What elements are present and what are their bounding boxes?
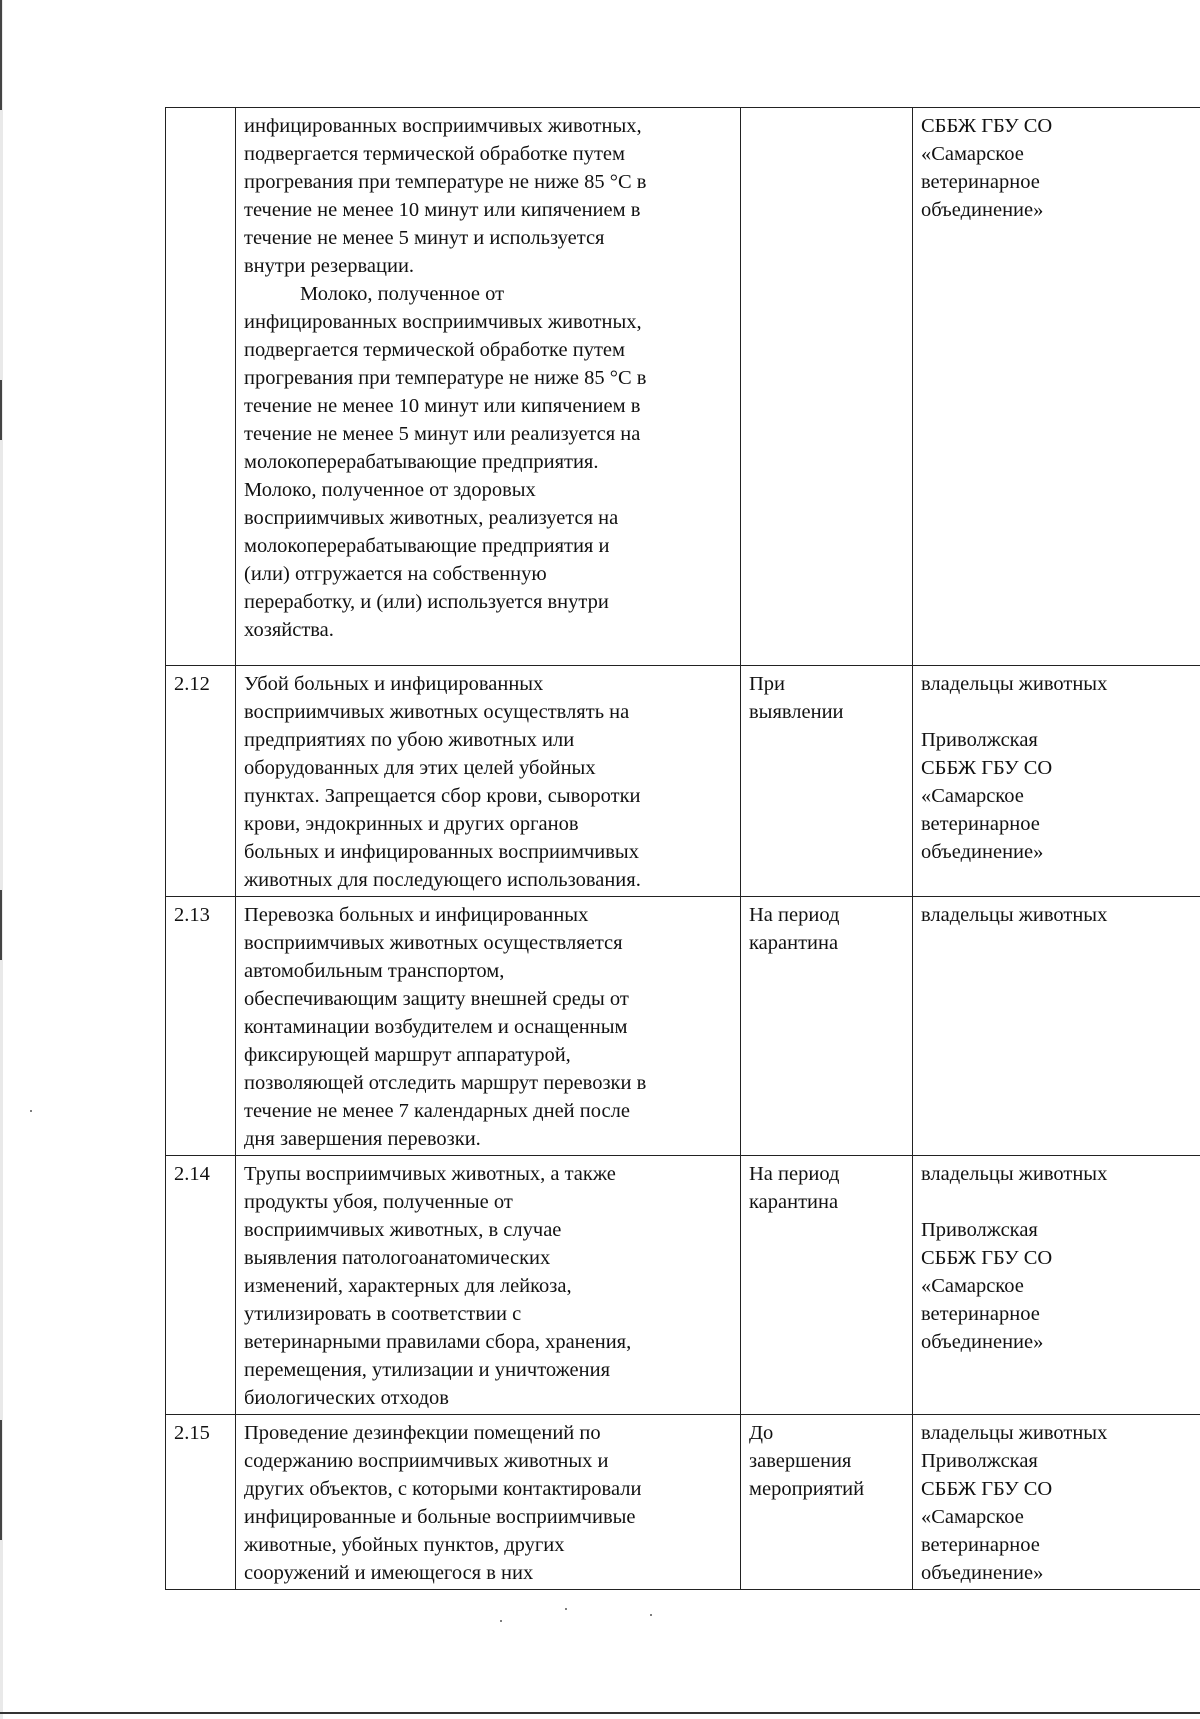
measure-line: больных и инфицированных восприимчивых xyxy=(244,841,639,863)
term-cell xyxy=(741,666,913,897)
measure-cell xyxy=(236,1415,741,1590)
responsible-line: ветеринарное xyxy=(921,813,1040,835)
row-number-cell xyxy=(166,108,236,666)
measure-line: предприятиях по убою животных или xyxy=(244,729,575,751)
measure-line: автомобильным транспортом, xyxy=(244,960,505,982)
measure-cell xyxy=(236,897,741,1156)
table-row xyxy=(166,1415,1200,1590)
responsible-line: Приволжская xyxy=(921,1219,1038,1241)
responsible-line: «Самарское xyxy=(921,1506,1024,1528)
row-number-cell: 2.14 xyxy=(166,1156,236,1415)
measure-line: животных для последующего использования. xyxy=(244,869,641,891)
responsible-cell xyxy=(913,897,1200,1156)
measure-line: сооружений и имеющегося в них xyxy=(244,1562,534,1584)
page-bottom-rule xyxy=(0,1712,1200,1714)
measure-line: хозяйства. xyxy=(244,619,334,641)
scan-speck xyxy=(30,1110,32,1112)
measure-line: подвергается термической обработке путем xyxy=(244,143,625,165)
responsible-line: Приволжская xyxy=(921,1450,1038,1472)
measure-line: контаминации возбудителем и оснащенным xyxy=(244,1016,628,1038)
responsible-line: владельцы животных xyxy=(921,904,1108,926)
measure-line: прогревания при температуре не ниже 85 °С в xyxy=(244,171,647,193)
scan-artifact xyxy=(0,890,2,960)
scan-artifact xyxy=(0,1420,2,1540)
measure-line: биологических отходов xyxy=(244,1387,449,1409)
term-line: карантина xyxy=(749,1191,839,1213)
measure-line: изменений, характерных для лейкоза, xyxy=(244,1275,572,1297)
responsible-line xyxy=(921,698,1193,726)
responsible-cell xyxy=(913,108,1200,666)
scan-speck xyxy=(500,1620,502,1622)
measure-line: восприимчивых животных осуществляется xyxy=(244,932,623,954)
row-number-cell: 2.13 xyxy=(166,897,236,1156)
measure-line: животные, убойных пунктов, других xyxy=(244,1534,565,1556)
responsible-cell xyxy=(913,666,1200,897)
measure-line: (или) отгружается на собственную xyxy=(244,563,547,585)
measure-line: Молоко, полученное от здоровых xyxy=(244,479,536,501)
measure-cell xyxy=(236,1156,741,1415)
term-line: На период xyxy=(749,904,840,926)
measure-line: восприимчивых животных осуществлять на xyxy=(244,701,630,723)
term-line: На период xyxy=(749,1163,840,1185)
term-line: карантина xyxy=(749,932,839,954)
measure-line: переработку, и (или) используется внутри xyxy=(244,591,609,613)
term-line: мероприятий xyxy=(749,1478,865,1500)
measure-line: течение не менее 10 минут или кипячением в xyxy=(244,199,641,221)
measure-line: течение не менее 10 минут или кипячением в xyxy=(244,395,641,417)
term-line: выявлении xyxy=(749,701,844,723)
table-row xyxy=(166,897,1200,1156)
responsible-line xyxy=(921,1188,1193,1216)
measure-line: восприимчивых животных, в случае xyxy=(244,1219,562,1241)
measure-line: молокоперерабатывающие предприятия и xyxy=(244,535,610,557)
measure-cell xyxy=(236,108,741,666)
measure-line: течение не менее 5 минут и используется xyxy=(244,227,605,249)
responsible-line: «Самарское xyxy=(921,785,1024,807)
measure-line: Проведение дезинфекции помещений по xyxy=(244,1422,601,1444)
measures-table-body xyxy=(166,108,1200,1590)
term-cell xyxy=(741,897,913,1156)
responsible-line: «Самарское xyxy=(921,143,1024,165)
table-row xyxy=(166,666,1200,897)
scan-speck xyxy=(565,1608,567,1610)
measure-line: внутри резервации. xyxy=(244,255,415,277)
scan-speck xyxy=(650,1614,652,1616)
measure-line: инфицированных восприимчивых животных, xyxy=(244,311,642,333)
measure-line: утилизировать в соответствии с xyxy=(244,1303,522,1325)
measure-line: течение не менее 7 календарных дней после xyxy=(244,1100,630,1122)
responsible-line: объединение» xyxy=(921,1562,1044,1584)
measure-line: других объектов, с которыми контактировали xyxy=(244,1478,642,1500)
responsible-line: владельцы животных xyxy=(921,1163,1108,1185)
measure-line: Молоко, полученное от xyxy=(300,283,505,305)
term-cell xyxy=(741,1415,913,1590)
responsible-line: объединение» xyxy=(921,841,1044,863)
responsible-line: владельцы животных xyxy=(921,1422,1108,1444)
measure-line: перемещения, утилизации и уничтожения xyxy=(244,1359,610,1381)
responsible-cell xyxy=(913,1156,1200,1415)
responsible-line: ветеринарное xyxy=(921,1303,1040,1325)
measure-line: Перевозка больных и инфицированных xyxy=(244,904,589,926)
measure-cell xyxy=(236,666,741,897)
measure-line: инфицированных восприимчивых животных, xyxy=(244,115,642,137)
measure-line: дня завершения перевозки. xyxy=(244,1128,481,1150)
responsible-cell xyxy=(913,1415,1200,1590)
measure-line: обеспечивающим защиту внешней среды от xyxy=(244,988,629,1010)
measure-line: восприимчивых животных, реализуется на xyxy=(244,507,619,529)
responsible-line: ветеринарное xyxy=(921,1534,1040,1556)
responsible-line: владельцы животных xyxy=(921,673,1108,695)
responsible-line: СББЖ ГБУ СО xyxy=(921,115,1053,137)
responsible-line: Приволжская xyxy=(921,729,1038,751)
table-row xyxy=(166,108,1200,666)
term-cell xyxy=(741,1156,913,1415)
responsible-line: СББЖ ГБУ СО xyxy=(921,1478,1053,1500)
responsible-line: СББЖ ГБУ СО xyxy=(921,757,1053,779)
measure-line: Убой больных и инфицированных xyxy=(244,673,544,695)
measure-line: продукты убоя, полученные от xyxy=(244,1191,513,1213)
responsible-line: «Самарское xyxy=(921,1275,1024,1297)
measure-line: ветеринарными правилами сбора, хранения, xyxy=(244,1331,632,1353)
measure-line: молокоперерабатывающие предприятия. xyxy=(244,451,599,473)
table-row xyxy=(166,1156,1200,1415)
row-number-cell: 2.12 xyxy=(166,666,236,897)
measure-line: выявления патологоанатомических xyxy=(244,1247,551,1269)
measure-line: фиксирующей маршрут аппаратурой, xyxy=(244,1044,571,1066)
measure-line: содержанию восприимчивых животных и xyxy=(244,1450,609,1472)
responsible-line: объединение» xyxy=(921,199,1044,221)
responsible-line: ветеринарное xyxy=(921,171,1040,193)
measure-line: прогревания при температуре не ниже 85 °С в xyxy=(244,367,647,389)
scan-artifact xyxy=(0,380,2,440)
responsible-line: СББЖ ГБУ СО xyxy=(921,1247,1053,1269)
responsible-line: объединение» xyxy=(921,1331,1044,1353)
measure-line: пунктах. Запрещается сбор крови, сыворотки xyxy=(244,785,641,807)
term-line: завершения xyxy=(749,1450,852,1472)
measure-line: инфицированные и больные восприимчивые xyxy=(244,1506,636,1528)
row-number-cell: 2.15 xyxy=(166,1415,236,1590)
term-line: До xyxy=(749,1422,774,1444)
measure-line: оборудованных для этих целей убойных xyxy=(244,757,596,779)
measures-table xyxy=(165,107,1200,1590)
term-line: При xyxy=(749,673,786,695)
measure-line: подвергается термической обработке путем xyxy=(244,339,625,361)
term-cell xyxy=(741,108,913,666)
measure-line: крови, эндокринных и других органов xyxy=(244,813,579,835)
measure-line: течение не менее 5 минут или реализуется на xyxy=(244,423,641,445)
measure-line: позволяющей отследить маршрут перевозки в xyxy=(244,1072,647,1094)
scan-artifact xyxy=(0,0,2,110)
measure-line: Трупы восприимчивых животных, а также xyxy=(244,1163,616,1185)
